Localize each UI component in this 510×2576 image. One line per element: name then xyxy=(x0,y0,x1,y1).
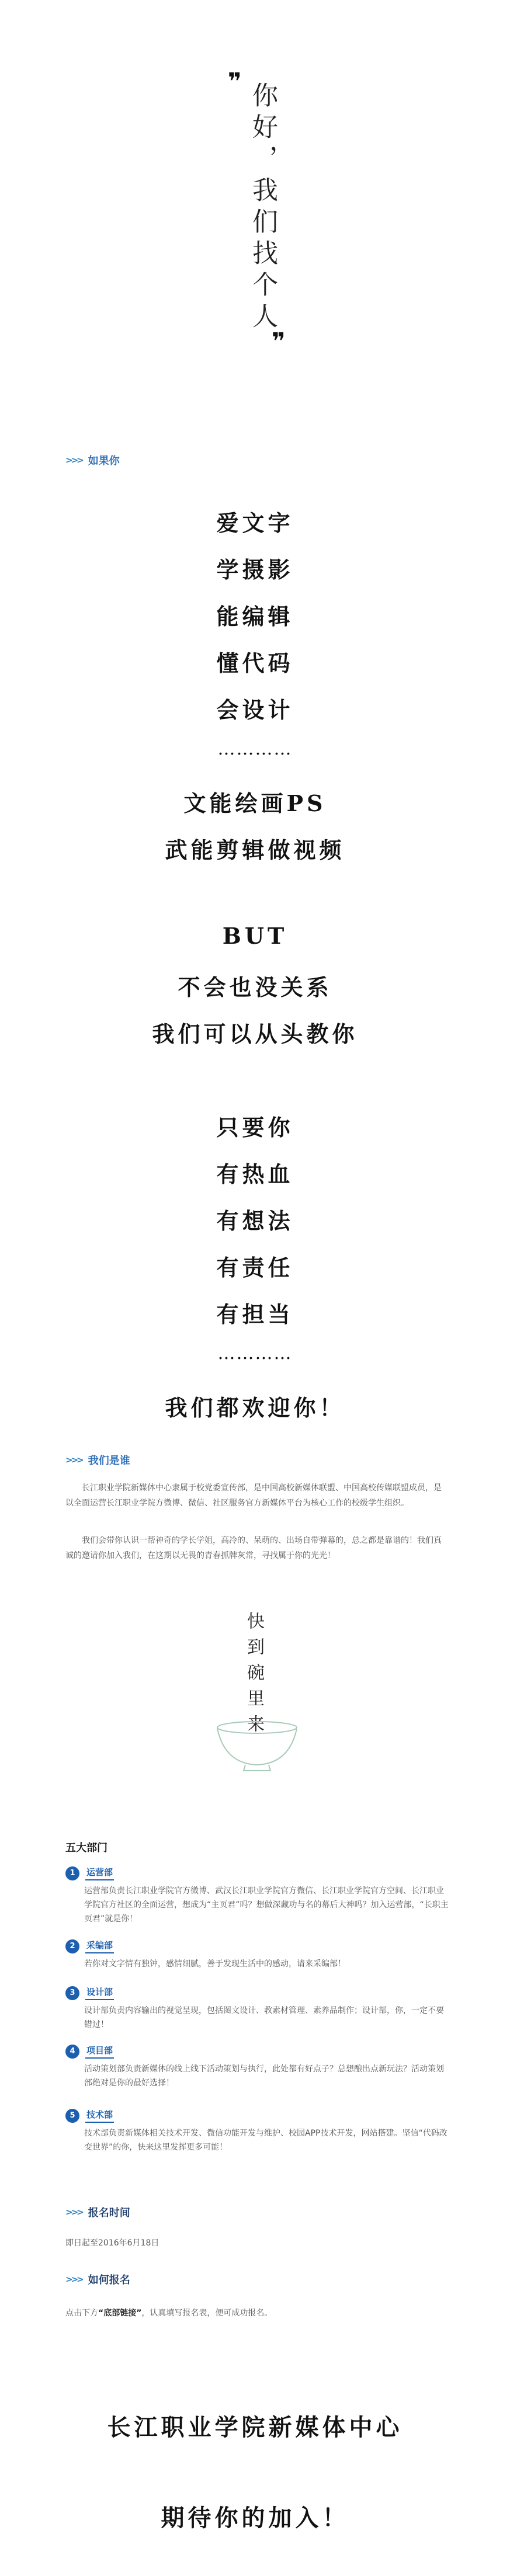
statement-line: ………… xyxy=(217,1343,293,1364)
hero-title: 你好，我们找个人 xyxy=(248,82,277,334)
section-title: 报名时间 xyxy=(88,2207,130,2219)
chevrons-icon: >>> xyxy=(65,2207,82,2217)
section-heading-about xyxy=(65,1452,130,1468)
statement-line: 我们都欢迎你！ xyxy=(165,1395,345,1421)
dept-description: 若你对文字情有独钟，感情细腻，善于发现生活中的感动，请来采编部！ xyxy=(84,1959,346,1969)
statement-line: 有担当 xyxy=(216,1301,294,1327)
chevrons-icon: >>> xyxy=(65,455,82,465)
dept-number-badge: 3 xyxy=(65,1986,79,2000)
dept-description: 设计部负责内容输出的视觉呈现，包括图文设计、教素材管理、素养品制作；设计部，你，一定不要错过！ xyxy=(84,2006,444,2029)
dept-number-badge: 5 xyxy=(65,2109,79,2123)
dept-item xyxy=(65,2108,451,2154)
dept-name: 设计部 xyxy=(85,1986,114,2000)
section-title: 如果你 xyxy=(88,455,120,467)
statement-line: 会设计 xyxy=(216,697,294,723)
open-quote-mark: ❞ xyxy=(228,68,242,95)
dept-name: 项目部 xyxy=(85,2044,114,2059)
bowl-caption: 快到碗里来 xyxy=(244,1612,264,1740)
dept-description: 活动策划部负责新媒体的线上线下活动策划与执行，此处都有好点子？总想酿出点新玩法？活动策划部绝对是你的最好选择！ xyxy=(84,2064,444,2088)
dept-number-badge: 4 xyxy=(65,2045,79,2059)
signup-howto-text xyxy=(65,2307,272,2318)
section-heading-ruguo xyxy=(65,453,120,468)
chevrons-icon: >>> xyxy=(65,2274,82,2285)
statement-line: 学摄影 xyxy=(216,557,294,583)
footer-org-name: 长江职业学院新媒体中心 xyxy=(107,2414,403,2441)
dept-number-badge: 2 xyxy=(65,1939,79,1953)
statement-line: 不会也没关系 xyxy=(178,974,332,1000)
dept-name: 运营部 xyxy=(85,1866,114,1880)
dept-item xyxy=(65,1986,451,2032)
signup-time-text: 即日起至2016年6月18日 xyxy=(65,2238,159,2248)
statement-line: 有热血 xyxy=(216,1161,294,1187)
close-quote-mark: ❞ xyxy=(272,328,286,355)
statement-line: 只要你 xyxy=(216,1114,294,1141)
statement-line: 懂代码 xyxy=(216,650,294,676)
chevrons-icon: >>> xyxy=(65,1455,82,1465)
dept-description: 技术部负责新媒体相关技术开发、微信功能开发与维护、校园APP技术开发，网站搭建。坚信“代码改变世界”的你，快来这里发挥更多可能！ xyxy=(84,2129,447,2152)
bottom-link-label: “底部链接” xyxy=(98,2309,142,2318)
statement-line: 有责任 xyxy=(216,1254,294,1281)
about-paragraph-1: 长江职业学院新媒体中心隶属于校党委宣传部，是中国高校新媒体联盟、中国高校传媒联盟成员，是以全面运营长江职业学院方微博、微信、社区服务官方新媒体平台为核心工作的校级学生组织。 xyxy=(65,1483,442,1508)
section-title-depts: 五大部门 xyxy=(65,1842,107,1854)
statement-line: BUT xyxy=(222,923,288,949)
section-heading-time xyxy=(65,2205,130,2220)
dept-item xyxy=(65,1866,451,1926)
statement-line: 武能剪辑做视频 xyxy=(165,837,345,863)
statement-line: 爱文字 xyxy=(216,510,294,536)
dept-description: 运营部负责长江职业学院官方微博、武汉长江职业学院官方微信、长江职业学院官方空间、长江职业学院官方社区的全面运营，想成为“主页君”吗？想做深藏功与名的幕后大神吗？加入运营部，“长职主页君”就是你！ xyxy=(84,1886,449,1924)
dept-number-badge: 1 xyxy=(65,1866,79,1880)
dept-item xyxy=(65,1939,451,1971)
howto-text-pre: 点击下方 xyxy=(65,2309,98,2318)
statement-line: 能编辑 xyxy=(216,603,294,630)
dept-name: 采编部 xyxy=(85,1939,114,1953)
statement-line: 有想法 xyxy=(216,1208,294,1234)
section-title: 我们是谁 xyxy=(88,1455,130,1467)
statement-line: ………… xyxy=(217,739,293,759)
dept-name: 技术部 xyxy=(85,2108,114,2123)
about-paragraph-2: 我们会带你认识一帮神奇的学长学姐，高冷的、呆萌的、出场自带弹幕的，总之都是靠谱的！我们真诚的邀请你加入我们，在这期以无畏的青春抓牌灰常，寻找属于你的光光！ xyxy=(65,1536,442,1560)
howto-text-post: ，认真填写报名表，便可成功报名。 xyxy=(141,2309,273,2318)
statement-line: 文能绘画PS xyxy=(183,790,327,816)
section-title: 如何报名 xyxy=(88,2274,130,2286)
section-heading-how xyxy=(65,2272,130,2287)
footer-tagline: 期待你的加入！ xyxy=(161,2504,349,2532)
bowl-illustration xyxy=(213,1717,301,1775)
statement-line: 我们可以从头教你 xyxy=(152,1021,358,1047)
dept-item xyxy=(65,2044,451,2090)
